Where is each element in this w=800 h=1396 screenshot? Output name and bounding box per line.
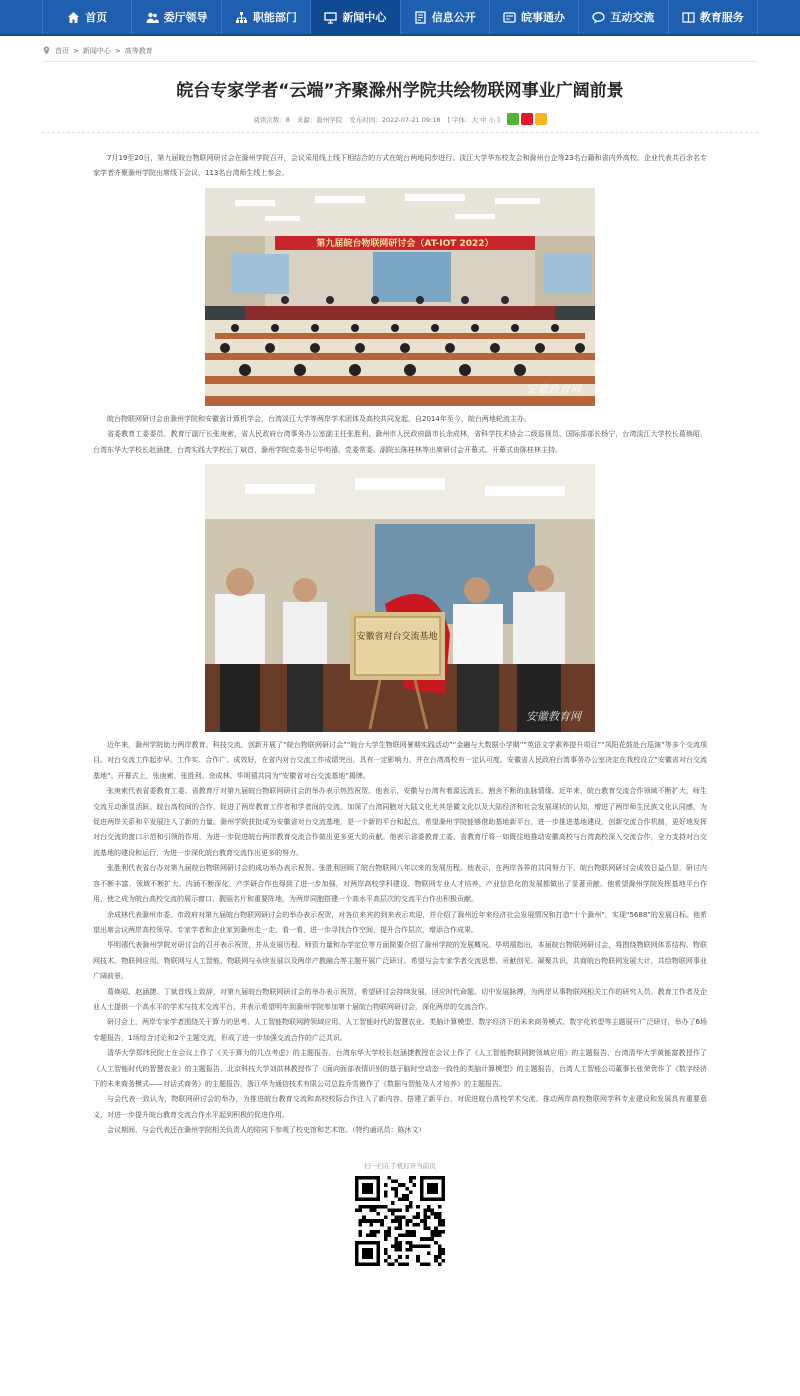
breadcrumb-separator: > [114, 46, 121, 55]
nav-item-6[interactable] [489, 0, 578, 34]
paragraph: 省委教育工委委员、教育厅副厅长张庚索，省人民政府台湾事务办公室副主任张胜利，滁州市人民政府副市长余成林，省科学技术协会二级巡视员、国际部部长杨宁，台湾淡江大学校长葛焕昭，台湾东华大学校长赵涵捷，台湾实践大学校长丁斌首，滁州学院党委书记毕明禧，党委常委、副院长陈桂林等出席研讨会开幕式。开幕式由陈桂林主持。 [93, 430, 707, 454]
paragraph: 与会代表一致认为，物联网研讨会的举办，为推进皖台教育交流和高校校际合作注入了新内容、搭建了新平台，对促进皖台高校学术交流、推动两岸高校物联网学科专业建设和发展具有重要意义，对进一步提升皖台教育交流合作水平起到积极的促进作用。 [93, 1095, 707, 1119]
paragraph: 皖台物联网研讨会由滁州学院和安徽省计算机学会、台湾淡江大学等两岸学术团体及高校共同发起，自2014年至今，皖台两地轮流主办。 [107, 414, 531, 423]
article-meta [0, 113, 800, 125]
nav-item-label: 首页 [85, 11, 108, 24]
paragraph: 7月19至20日，第九届皖台物联网研讨会在滁州学院召开，会议采用线上线下相结合的方式在皖台两地同步进行。淡江大学华东校友会和滁州台企等23名台籍和省内外高校、企业代表共百余名专家学者齐聚滁州学院出席线下会议，113名台湾师生线上参会。 [93, 154, 707, 178]
paragraph: 会议期间，与会代表还在滁州学院相关负责人的陪同下参观了校史馆和艺术馆。（特约通讯员：陈沐文） [107, 1126, 426, 1135]
org-icon [235, 11, 248, 24]
nav-item-label: 职能部门 [252, 11, 297, 24]
monitor-icon [324, 11, 337, 24]
watermark: 安徽教育网 [526, 383, 581, 397]
nav-item-label: 教育服务 [699, 11, 744, 24]
nav-item-5[interactable] [400, 0, 489, 34]
nav-item-8[interactable] [668, 0, 758, 34]
breadcrumb-current[interactable]: 高等教育 [124, 46, 153, 55]
paragraph: 余成林代表滁州市委、市政府对第九届皖台物联网研讨会的举办表示祝贺，对各位来宾的到来表示欢迎，并介绍了滁州近年来经济社会发展情况和打造“十个滁州”，实现“5688”的发展目标。他希望出席会议两岸高校领导、专家学者和企业家到滁州走一走、看一看，进一步寻找合作空间，提升合作层次，增添合作成果。 [93, 910, 707, 934]
nav-item-label: 新闻中心 [342, 11, 387, 24]
location-pin-icon [42, 46, 51, 55]
plaque-text: 安徽省对台交流基地 [356, 632, 438, 643]
view-count: 阅读次数：8 [253, 115, 290, 124]
breadcrumb [42, 40, 758, 62]
qr-caption: 扫一扫在手机打开当前页 [364, 1161, 436, 1170]
chat-icon [592, 11, 605, 24]
qzone-share-icon[interactable] [535, 113, 547, 125]
paragraph: 张胜利代表省台办对第九届皖台物联网研讨会的成功举办表示祝贺。张胜利回顾了皖台物联网八年以来的发展历程。他表示，在两岸各界的共同努力下，皖台物联网研讨会成效日益凸显，研讨内容不断丰富、领域不断扩大、内涵不断深化，产学研合作也得到了进一步加强，对两岸高校学科建设、物联网专业人才培养、产业信息化的发展都做出了显著贡献。他希望滁州学院发挥基地平台作用，使之成为皖台高校交流的展示窗口、靓丽名片和重要阵地，为两岸同胞搭建一个高水平高层次的交流平台作出积极贡献。 [93, 864, 707, 904]
paragraph: 张庚索代表省委教育工委、省教育厅对第九届皖台物联网研讨会的举办表示热烈祝贺。他表示，安徽与台湾有着源远流长、割舍不断的血脉情缘。近年来，皖台教育交流合作领域不断扩大，师生交流互动渐显活跃。皖台高校间的合作，促进了两岸教育工作者和学者间的交流，加深了台湾同胞对大陆文化尤其是徽文化以及大陆经济和社会发展现状的认知，增进了两岸师生民族文化认同感，为促进两岸关系和平发展注入了新的力量。滁州学院获批成为安徽省对台交流基地，是一个新的平台和起点，希望滁州学院能够借助基地新平台，进一步推进基地建设，创新交流合作机制，更好地发挥对台交流的窗口示范和引领的作用，为进一步促进皖台两岸教育交流合作做出更多更大的贡献。他表示省委教育工委、省教育厅将一如既往地推动安徽高校与台湾高校深入交流合作，全力支持对台交流基地的建设和运行，为进一步深化皖台教育交流作出更多的努力。 [93, 787, 707, 857]
share-buttons [507, 113, 547, 125]
paragraph: 清华大学郑纬民院士在会议上作了《关于算力的几点考虑》的主题报告，台湾东华大学校长赵涵捷教授在会议上作了《人工智能物联网跨领域应用》的主题报告，台湾清华大学黄能富教授作了《人工智能时代的智慧农业》的主题报告，北京科技大学刘洪林教授作了《面向面部表情识别的基于脑时空动态一致性的类脑计算模型》的主题报告，台湾人工智能公司董事长张荣贵作了《数字经济下的未来商务模式——对话式商务》的主题报告，浙江华为通信技术有限公司总监乔雪嶶作了《数据与智能及人才培养》的主题报告。 [93, 1049, 707, 1088]
font-size-switch[interactable]: [ 字体：大 中 小 ] [447, 115, 500, 124]
weibo-share-icon[interactable] [521, 113, 533, 125]
banner-text: 第九届皖台物联网研讨会（AT-IOT 2022） [316, 238, 494, 249]
breadcrumb-news[interactable]: 新闻中心 [82, 46, 111, 55]
publish-time: 发布时间：2022-07-21 09:18 [349, 115, 441, 124]
nav-item-label: 互动交流 [610, 11, 655, 24]
article-body [93, 151, 707, 1139]
nav-item-4[interactable] [310, 0, 399, 34]
nav-item-7[interactable] [578, 0, 667, 34]
meta-divider [42, 132, 758, 133]
top-nav [0, 0, 800, 36]
conference-photo [205, 188, 595, 406]
qr-code [355, 1176, 445, 1266]
paragraph: 葛焕昭、赵涵捷、丁斌首线上致辞，对第九届皖台物联网研讨会的举办表示祝贺，希望研讨会持续发展，回应时代命题、切中发展脉搏，为两岸从事物联网相关工作的研究人员、教育工作者及企业人士提供一个高水平的学术与技术交流平台，并表示希望明年到滁州学院参加第十届皖台物联网研讨会，深化两岸的交流合作。 [93, 987, 707, 1011]
nav-item-1[interactable] [42, 0, 131, 34]
paragraph: 近年来，滁州学院助力两岸教育、科技交流，创新开展了“皖台物联网研讨会”“皖台大学生物联网暑期实践活动”“金融与大数据小学期”“英语文学素养提升项目”“凤阳花鼓赴台巡演”等多个交流项目。对台交流工作起步早、工作实、合作广、成效好，在省内对台交流工作成绩突出，具有一定影响力，并在台湾高校有一定认可度。安徽省人民政府台湾事务办公室决定在我校设立“安徽省对台交流基地”。开幕式上，张庚索、张胜利、余成林、毕明禧共同为“安徽省对台交流基地”揭牌。 [93, 741, 707, 780]
nav-item-label: 信息公开 [431, 11, 476, 24]
breadcrumb-home[interactable]: 首页 [55, 46, 69, 55]
article-source: 来源：滁州学院 [296, 115, 343, 124]
wechat-share-icon[interactable] [507, 113, 519, 125]
nav-item-label: 皖事通办 [521, 11, 566, 24]
breadcrumb-separator: > [73, 46, 79, 55]
book-icon [682, 11, 695, 24]
people-icon [146, 11, 159, 24]
paragraph: 研讨会上，两岸专家学者围绕关于算力的思考、人工智能物联网跨领域应用、人工智能时代的智慧农业、类脑计算模型、数字经济下的未来商务模式、数字化转型等主题展开广泛研讨，举办了6场专题报告，1场综合讨论和2个主题交流，形成了进一步加强交流合作的广泛共识。 [93, 1018, 707, 1042]
article-title: 皖台专家学者“云端”齐聚滁州学院共绘物联网事业广阔前景 [176, 81, 624, 101]
service-icon [503, 11, 516, 24]
nav-item-3[interactable] [221, 0, 310, 34]
nav-item-2[interactable] [131, 0, 220, 34]
document-icon [414, 11, 427, 24]
home-icon [67, 11, 80, 24]
nav-item-label: 委厅领导 [163, 11, 208, 24]
unveiling-photo [205, 464, 595, 732]
paragraph: 毕明禧代表滁州学院对研讨会的召开表示祝贺，并从发展历程、师资力量和办学定位等方面简要介绍了滁州学院的发展概况。毕明禧指出，本届皖台物联网研讨会，将围绕物联网体系结构、物联网技术、物联网应用、物联网与人工智能、物联网与永续发展以及两岸产教融合等主题开展广泛研讨。希望与会专家学者交流思想、贡献创见、凝聚共识，共商皖台物联网发展大计，共绘物联网事业广阔前景。 [93, 941, 707, 981]
watermark: 安徽教育网 [526, 709, 581, 723]
